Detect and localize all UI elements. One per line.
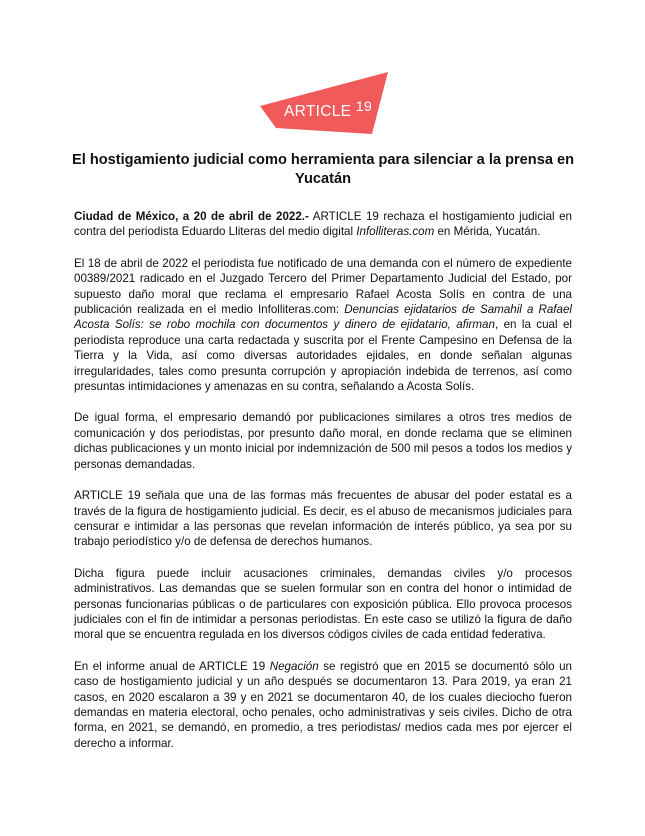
dateline: Ciudad de México, a 20 de abril de 2022.- (74, 210, 309, 223)
intro-text-b: en Mérida, Yucatán. (434, 225, 541, 239)
paragraph-judicial-harassment: ARTICLE 19 señala que una de las formas más frecuentes de abusar del poder estatal es a través de la figura de hostigamiento judicial. Es decir, es el abuso de mecanismos judiciales para censurar e intimidar a las personas que revelan información de interés público, ya sea por su trabajo periodístico y/o de defensa de derechos humanos. (74, 489, 572, 549)
paragraph-other-lawsuits: De igual forma, el empresario demandó por publicaciones similares a otros tres medios de comunicación y dos periodistas, por presunto daño moral, en donde reclama que se eliminen dichas publicaciones y un monto inicial por indemnización de 500 mil pesos a todos los medios y personas demandadas. (74, 411, 572, 471)
page-title: El hostigamiento judicial como herramienta para silenciar a la prensa en Yucatán (71, 152, 575, 187)
p2-text-b: , en la cual el periodista reproduce una carta redactada y suscrita por el Frente Campesino en Defensa de la Tierra y la Vida, así como diversas autoridades ejidales, en donde señalan algunas irregularidades, tales como presunta corrupción y apropiación indebida de terrenos, así como presuntas intimidaciones y amenazas en su contra, señalando a Acosta Solís. (74, 318, 572, 394)
paragraph-annual-report (74, 659, 572, 751)
publication-title: Denuncias ejidatarios de Samahil a Rafael Acosta Solís: se robo mochila con documentos y dinero de ejidatario, afirman (74, 303, 572, 332)
intro-text-a: ARTICLE 19 rechaza el hostigamiento judicial en contra del periodista Eduardo Lliteras del medio digital (74, 210, 572, 239)
report-title: Negación (269, 659, 319, 673)
paragraph-intro (74, 209, 572, 240)
article19-logo (256, 72, 390, 134)
p6-text-b: se registró que en 2015 se documentó sólo un caso de hostigamiento judicial y un año después se documentaron 13. Para 2019, ya eran 21 casos, en 2020 escalaron a 39 y en 2021 se documentaron 40, de los cuales dieciocho fueron demandas en materia electoral, ocho penales, ocho administrativas y seis civiles. Dicho de otra forma, en 2021, se demandó, en promedio, a tres periodistas/ medios cada mes por ejercer el derecho a informar. (74, 659, 572, 750)
paragraph-definition: Dicha figura puede incluir acusaciones criminales, demandas civiles y/o procesos administrativos. Las demandas que se suelen formular son en contra del honor o intimidad de personas funcionarias públicas o de particulares con exposición pública. Ello provoca procesos judiciales con el fin de intimidar a personas periodistas. En este caso se utilizó la figura de daño moral que se encuentra regulada en los diversos códigos civiles de cada entidad federativa. (74, 566, 572, 642)
document-body (74, 209, 572, 767)
paragraph-notification (74, 256, 572, 395)
logo-graphic (256, 72, 390, 134)
logo-wordmark: ARTICLE (284, 103, 352, 120)
p2-text-a: El 18 de abril de 2022 el periodista fue notificado de una demanda con el número de expediente 00389/2021 radicado en el Juzgado Tercero del Primer Departamento Judicial del Estado, por supuesto daño moral que reclama el empresario Rafael Acosta Solís en contra de una publicación realizada en el medio Infolliteras.com: (74, 256, 572, 317)
logo-number: 19 (355, 98, 373, 114)
media-name: Infolliteras.com (356, 225, 435, 239)
p6-text-a: En el informe anual de ARTICLE 19 (74, 659, 270, 673)
